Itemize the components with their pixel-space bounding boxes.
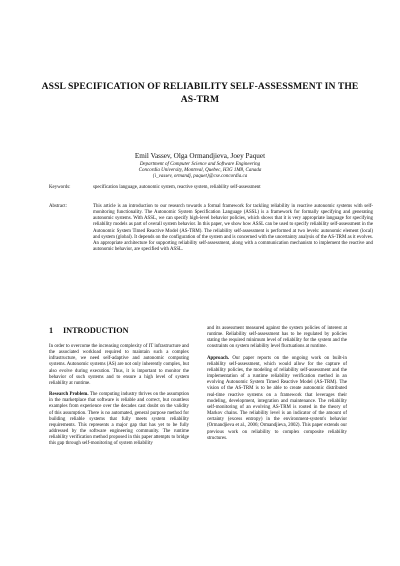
abstract-label: Abstract: (49, 204, 67, 209)
intro-paragraph-1: In order to overcome the increasing complexity of IT infrastructure and the associated workload required to maintain such a complex infrastructure, we need self-adaptive and autonomic computing systems. Autonomic systems (AS) are not only inherently complex, but also evolve during execution. Thus, it is important to monitor the behavior of such systems and to ensure a high level of system reliability at runtime. (49, 344, 189, 386)
intro-paragraph-4 (207, 356, 347, 442)
research-problem-text: The computing industry thrives on the assumption in the marketplace that software is reliable and correct, but countless examples from experience over the decades cast doubt on the validity of this assumption. There is no automated, general purpose method for building reliable systems that fully meets system reliability requirements. This represents a major gap that has yet to be fully addressed by the software engineering community. The runtime reliability verification method proposed in this paper attempts to bridge this gap through self-monitoring of system reliability (49, 392, 189, 447)
section-number: 1 (49, 326, 54, 335)
right-column (207, 326, 347, 447)
abstract-text: This article is an introduction to our research towards a formal framework for tackling reliability in reactive autonomic systems with self-monitoring functionality. The Autonomic System Specification Language (ASSL) is a framework for formally specifying and generating autonomic systems. With ASSL, we can specify high-level behavior policies, which shows that it is very appropriate language for specifying reliability models as part of overall system behavior. In this paper, we show how ASSL can be used to specify reliability self-assessment in the Autonomic System Timed Reactive Model (AS-TRM). The reliability self-assessment is performed at two levels: autonomic element (local) and system (global). It depends on the configuration of the system and is concerned with the uncertainty analysis of the AS-TRM as it evolves. An appropriate architecture for supporting reliability self-assessment, along with a communication mechanism to implement the reactive and autonomic behavior, are specified with ASSL. (93, 204, 373, 253)
intro-paragraph-3: and its assessment measured against the system policies of interest at runtime. Reliability self-assessment has to be regulated by policies stating the required minimum level of reliability for the system and the constraints on system reliability level fluctuations at runtime. (207, 326, 347, 350)
author-university: Concordia University, Montreal, Quebec, H3G 1M8, Canada (138, 167, 262, 173)
author-department: Department of Computer Science and Software Engineering (139, 161, 261, 167)
section-heading (49, 326, 189, 336)
approach-text: Our paper reports on the ongoing work on built-in reliability self-assessment, which would allow for the capture of reliability policies, the modeling of reliability self-assessment and the implementation of a runtime reliability verification method in an evolving Autonomic System Timed Reactive Model (AS-TRM). The vision of the AS-TRM is to be able to create autonomic distributed real-time reactive systems on a framework that leverages their modeling, development, integration and maintenance. The reliability self-monitoring of an evolving AS-TRM is rooted in the theory of Markov chains. The reliability level is an indicator of the amount of certainty (excess entropy) in the environment-system's behavior (Ormandjieva et al., 2006; Ormandjieva, 2002). This paper extends our previous work on reliability to complex composite reliability structures. (207, 355, 347, 441)
keywords-text: specification language, autonomic system, reactive system, reliability self-assessment (93, 185, 261, 190)
approach-heading: Approach. (207, 355, 230, 361)
research-problem-heading: Research Problem. (49, 392, 89, 398)
section-title: INTRODUCTION (63, 326, 129, 335)
intro-paragraph-2 (49, 392, 189, 447)
paper-title: ASSL SPECIFICATION OF RELIABILITY SELF-ASSESSMENT IN THE AS-TRM (41, 81, 359, 105)
left-column (49, 326, 189, 453)
author-names: Emil Vassev, Olga Ormandjieva, Joey Paquet (134, 152, 266, 160)
author-emails: {i_vassev, ormandj, paquet}@cse.concordia.ca (152, 173, 248, 179)
author-block (60, 153, 340, 180)
keywords-label: Keywords: (49, 185, 71, 190)
